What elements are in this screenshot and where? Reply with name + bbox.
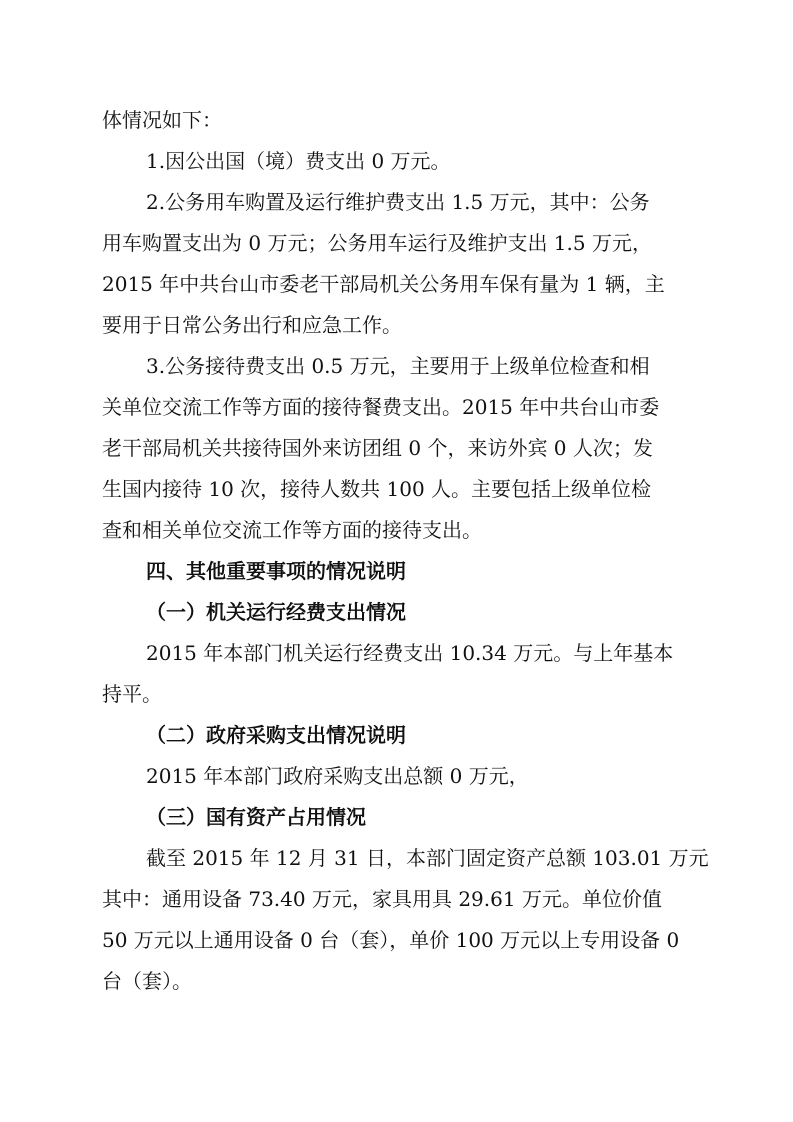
body-line: 查和相关单位交流工作等方面的接待支出。 bbox=[102, 518, 482, 542]
body-line: 要用于日常公务出行和应急工作。 bbox=[102, 313, 402, 337]
body-line: 2015 年中共台山市委老干部局机关公务用车保有量为 1 辆，主 bbox=[102, 272, 665, 296]
body-line: 2.公务用车购置及运行维护费支出 1.5 万元，其中：公务 bbox=[146, 190, 650, 214]
body-line: 台（套）。 bbox=[102, 969, 192, 993]
body-line: 其中：通用设备 73.40 万元，家具用具 29.61 万元。单位价值 bbox=[102, 887, 662, 911]
body-line: 用车购置支出为 0 万元；公务用车运行及维护支出 1.5 万元， bbox=[102, 231, 652, 255]
subsection-heading: （一）机关运行经费支出情况 bbox=[146, 600, 406, 624]
body-line: 生国内接待 10 次，接待人数共 100 人。主要包括上级单位检 bbox=[102, 477, 652, 501]
body-line: 50 万元以上通用设备 0 台（套），单价 100 万元以上专用设备 0 bbox=[102, 928, 680, 952]
body-line: 持平。 bbox=[102, 682, 162, 706]
body-line: 体情况如下： bbox=[102, 108, 222, 132]
subsection-heading: （二）政府采购支出情况说明 bbox=[146, 723, 406, 747]
section-heading: 四、其他重要事项的情况说明 bbox=[146, 559, 406, 583]
body-line: 截至 2015 年 12 月 31 日，本部门固定资产总额 103.01 万元 bbox=[146, 846, 709, 870]
body-line: 2015 年本部门政府采购支出总额 0 万元， bbox=[146, 764, 529, 788]
body-line: 关单位交流工作等方面的接待餐费支出。2015 年中共台山市委 bbox=[102, 395, 660, 419]
body-line: 1.因公出国（境）费支出 0 万元。 bbox=[146, 149, 451, 173]
body-line: 老干部局机关共接待国外来访团组 0 个，来访外宾 0 人次；发 bbox=[102, 436, 653, 460]
body-line: 2015 年本部门机关运行经费支出 10.34 万元。与上年基本 bbox=[146, 641, 674, 665]
subsection-heading: （三）国有资产占用情况 bbox=[146, 805, 366, 829]
body-line: 3.公务接待费支出 0.5 万元，主要用于上级单位检查和相 bbox=[146, 354, 650, 378]
